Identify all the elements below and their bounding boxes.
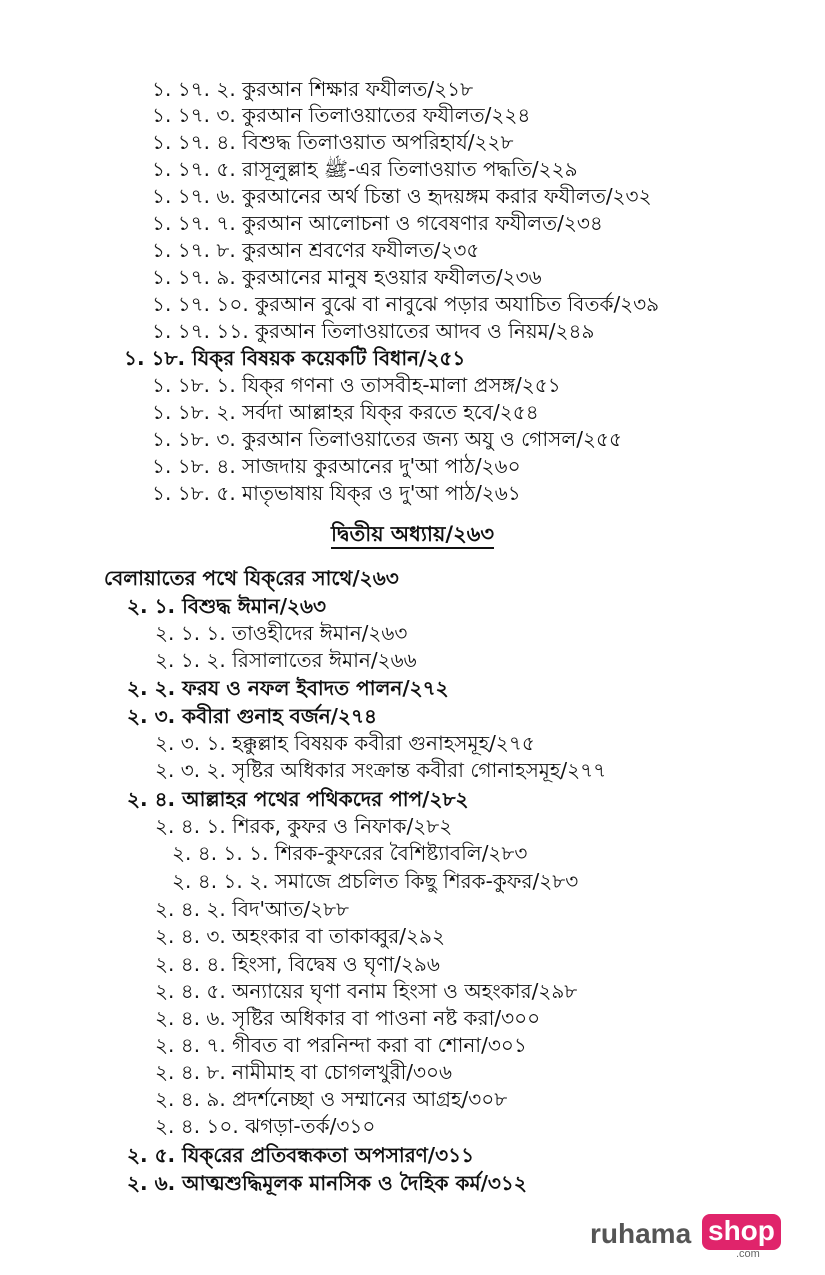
toc-section-title: ২. ১. বিশুদ্ধ ঈমান/২৬৩ <box>127 594 327 618</box>
toc-entry: ১. ১৮. ৫. মাতৃভাষায় যিক্‌র ও দু'আ পাঠ/২৬১ <box>152 481 521 505</box>
toc-entry: ১. ১৭. ৭. কুরআন আলোচনা ও গবেষণার ফযীলত/২৩৪ <box>152 211 603 235</box>
toc-entry: ১. ১৮. ১. যিক্‌র গণনা ও তাসবীহ-মালা প্রসঙ্গ/২৫১ <box>152 373 561 397</box>
toc-entry: ২. ১. ১. তাওহীদের ঈমান/২৬৩ <box>155 621 408 645</box>
toc-section-title: ২. ২. ফরয ও নফল ইবাদত পালন/২৭২ <box>127 676 449 700</box>
toc-entry: ১. ১৭. ২. কুরআন শিক্ষার ফযীলত/২১৮ <box>152 77 474 101</box>
toc-entry: ২. ৪. ১. ১. শিরক-কুফরের বৈশিষ্ট্যাবলি/২৮৩ <box>172 841 528 865</box>
toc-entry: ২. ৪. ১. শিরক, কুফর ও নিফাক/২৮২ <box>155 814 453 838</box>
toc-entry: ২. ৪. ৪. হিংসা, বিদ্বেষ ও ঘৃণা/২৯৬ <box>155 952 440 976</box>
toc-entry: ১. ১৮. ২. সর্বদা আল্লাহর যিক্‌র করতে হবে/২৫৪ <box>152 400 539 424</box>
toc-entry: ২. ৪. ২. বিদ'আত/২৮৮ <box>155 897 350 921</box>
chapter-heading <box>0 519 825 549</box>
logo-brand-right: shop <box>702 1214 781 1250</box>
toc-entry: ২. ৩. ২. সৃষ্টির অধিকার সংক্রান্ত কবীরা গোনাহসমূহ/২৭৭ <box>155 758 607 782</box>
toc-entry: ১. ১৭. ৮. কুরআন শ্রবণের ফযীলত/২৩৫ <box>152 238 480 262</box>
toc-section-title: ২. ৪. আল্লাহর পথের পথিকদের পাপ/২৮২ <box>127 787 469 811</box>
toc-entry: ২. ৪. ১০. ঝগড়া-তর্ক/৩১০ <box>155 1114 376 1138</box>
ruhamashop-logo <box>590 1210 780 1260</box>
toc-entry: ১. ১৭. ৯. কুরআনের মানুষ হওয়ার ফযীলত/২৩৬ <box>152 265 542 289</box>
toc-entry: ২. ৪. ৩. অহংকার বা তাকাব্বুর/২৯২ <box>155 924 445 948</box>
toc-entry: ২. ৪. ৭. গীবত বা পরনিন্দা করা বা শোনা/৩০১ <box>155 1033 527 1057</box>
toc-entry: ২. ৪. ৬. সৃষ্টির অধিকার বা পাওনা নষ্ট করা/৩০০ <box>155 1006 541 1030</box>
logo-brand-left: ruhama <box>590 1218 692 1249</box>
toc-section-title: ২. ৬. আত্মশুদ্ধিমূলক মানসিক ও দৈহিক কর্ম/৩১২ <box>127 1171 527 1195</box>
logo-domain: .com <box>736 1248 760 1260</box>
toc-entry: ২. ৪. ৯. প্রদর্শনেচ্ছা ও সম্মানের আগ্রহ/৩০৮ <box>155 1087 508 1111</box>
toc-section-title: ২. ৫. যিক্‌রের প্রতিবন্ধকতা অপসারণ/৩১১ <box>127 1143 475 1167</box>
toc-entry: ১. ১৭. ৬. কুরআনের অর্থ চিন্তা ও হৃদয়ঙ্গম করার ফযীলত/২৩২ <box>152 184 652 208</box>
toc-entry: ১. ১৮. ৪. সাজদায় কুরআনের দু'আ পাঠ/২৬০ <box>152 454 521 478</box>
toc-entry: ১. ১৭. ৩. কুরআন তিলাওয়াতের ফযীলত/২২৪ <box>152 103 531 127</box>
chapter-title: বেলায়াতের পথে যিক্‌রের সাথে/২৬৩ <box>104 566 399 590</box>
toc-entry: ২. ৪. ৮. নামীমাহ বা চোগলখুরী/৩০৬ <box>155 1060 453 1084</box>
toc-entry: ১. ১৭. ১০. কুরআন বুঝে বা নাবুঝে পড়ার অযাচিত বিতর্ক/২৩৯ <box>152 292 660 316</box>
toc-entry: ১. ১৭. ১১. কুরআন তিলাওয়াতের আদব ও নিয়ম/২৪৯ <box>152 319 595 343</box>
toc-section-title: ২. ৩. কবীরা গুনাহ বর্জন/২৭৪ <box>127 704 377 728</box>
toc-entry: ২. ৪. ১. ২. সমাজে প্রচলিত কিছু শিরক-কুফর/২৮৩ <box>172 869 579 893</box>
toc-entry: ১. ১৭. ৫. রাসূলুল্লাহ ﷺ-এর তিলাওয়াত পদ্ধতি/২২৯ <box>152 157 578 181</box>
chapter-heading-text: দ্বিতীয় অধ্যায়/২৬৩ <box>331 522 494 549</box>
toc-entry: ২. ৩. ১. হক্কুল্লাহ বিষয়ক কবীরা গুনাহসমূহ/২৭৫ <box>155 731 535 755</box>
toc-entry: ১. ১৮. ৩. কুরআন তিলাওয়াতের জন্য অযু ও গোসল/২৫৫ <box>152 427 622 451</box>
toc-section-title: ১. ১৮. যিক্‌র বিষয়ক কয়েকটি বিধান/২৫১ <box>124 346 466 370</box>
toc-entry: ১. ১৭. ৪. বিশুদ্ধ তিলাওয়াত অপরিহার্য/২২৮ <box>152 130 514 154</box>
toc-entry: ২. ১. ২. রিসালাতের ঈমান/২৬৬ <box>155 648 417 672</box>
toc-entry: ২. ৪. ৫. অন্যায়ের ঘৃণা বনাম হিংসা ও অহংকার/২৯৮ <box>155 979 578 1003</box>
